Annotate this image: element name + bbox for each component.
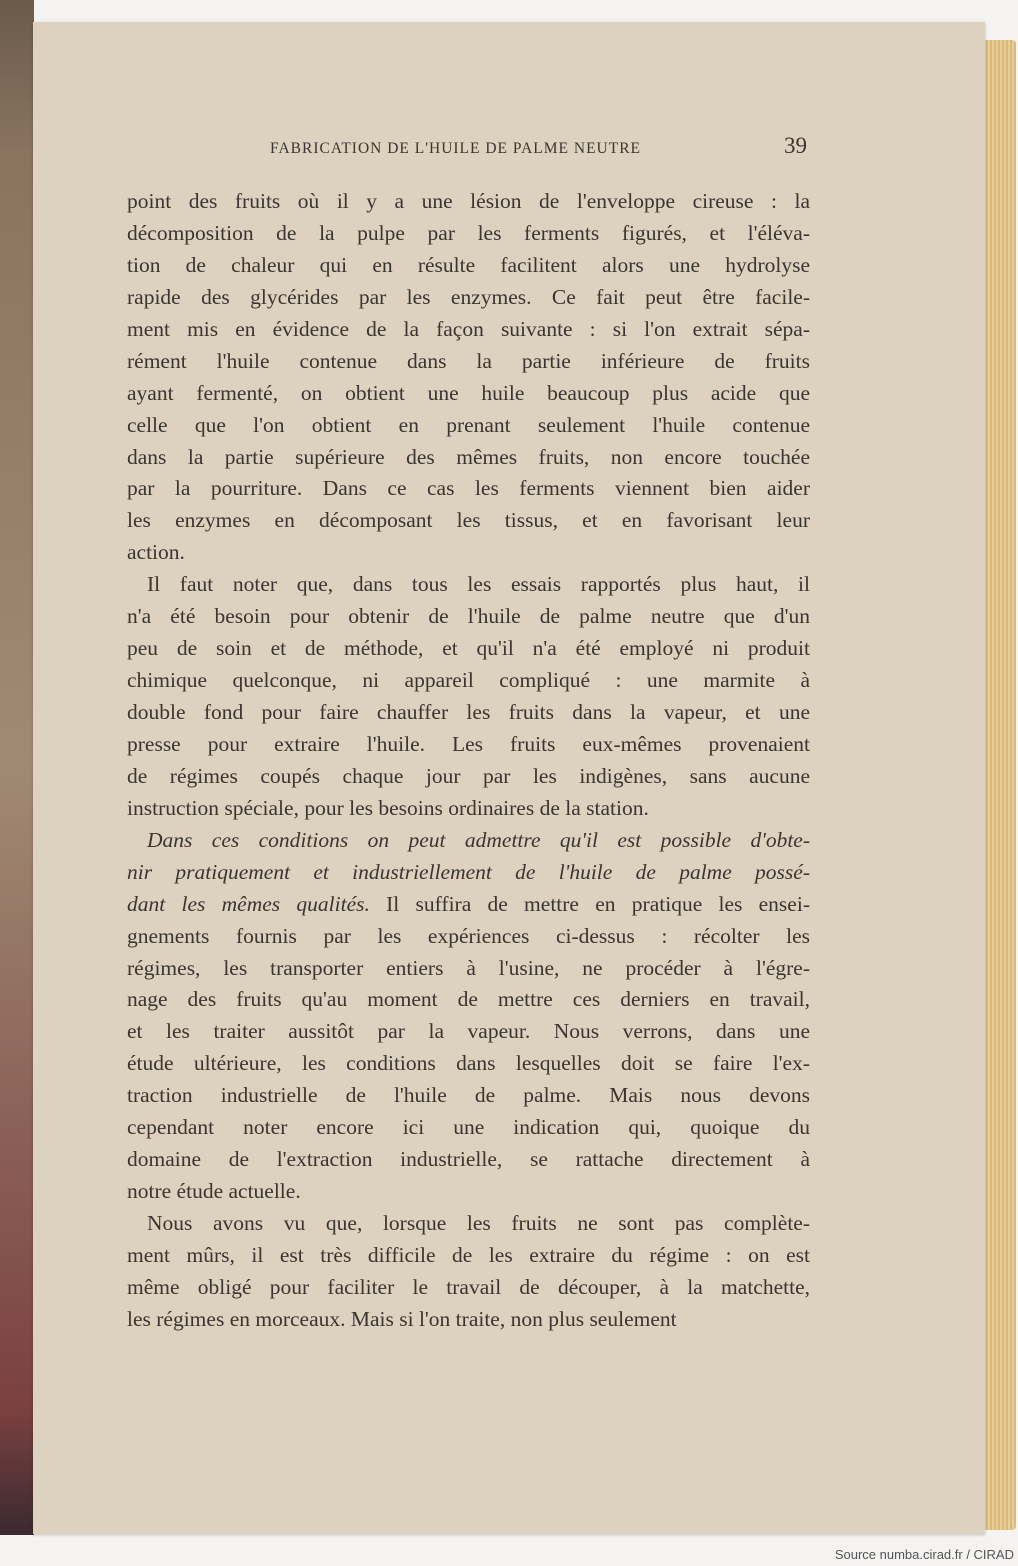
line-text: et les traiter aussitôt par la vapeur. Nous verrons, dans une	[127, 1019, 810, 1044]
line-text: chimique quelconque, ni appareil compliqué : une marmite à	[127, 668, 810, 693]
line-text: presse pour extraire l'huile. Les fruits eux-mêmes provenaient	[127, 731, 810, 756]
text-line	[127, 1144, 810, 1176]
line-text: les enzymes en décomposant les tissus, et en favorisant leur	[127, 508, 810, 533]
text-line	[127, 953, 810, 985]
text-line	[127, 473, 810, 505]
text-line	[127, 282, 810, 314]
line-text: ayant fermenté, on obtient une huile beaucoup plus acide que	[127, 380, 810, 405]
page-body-text	[127, 186, 810, 1336]
text-line	[127, 921, 810, 953]
text-line	[127, 1240, 810, 1272]
source-credit: Source numba.cirad.fr / CIRAD	[834, 1547, 1014, 1562]
italic-text: nir pratiquement et industriellement de l'huile de palme possé-	[127, 859, 810, 884]
text-line	[127, 186, 810, 218]
text-line	[127, 793, 810, 825]
text-line	[127, 218, 810, 250]
text-line	[127, 697, 810, 729]
text-line	[127, 1176, 810, 1208]
line-text: double fond pour faire chauffer les fruits dans la vapeur, et une	[127, 700, 810, 724]
line-text: les régimes en morceaux. Mais si l'on traite, non plus seulement	[127, 1306, 677, 1331]
text-line	[127, 505, 810, 537]
paragraph	[127, 1208, 810, 1336]
italic-text: Dans ces conditions on peut admettre qu'il est possible d'obte-	[147, 827, 810, 852]
text-line	[127, 314, 810, 346]
text-line	[127, 633, 810, 665]
text-line	[127, 410, 810, 442]
text-line	[127, 1048, 810, 1080]
paragraph	[127, 569, 810, 825]
text-line	[127, 665, 810, 697]
line-text: régimes, les transporter entiers à l'usine, ne procéder à l'égre-	[127, 955, 810, 980]
line-text: point des fruits où il y a une lésion de l'enveloppe cireuse : la	[127, 189, 810, 213]
text-line	[127, 250, 810, 282]
line-text: rapide des glycérides par les enzymes. Ce fait peut être facile-	[127, 284, 810, 309]
line-text: notre étude actuelle.	[127, 1179, 301, 1204]
line-text: traction industrielle de l'huile de palme. Mais nous devons	[127, 1083, 810, 1108]
line-text: rément l'huile contenue dans la partie inférieure de fruits	[127, 348, 810, 373]
line-text: ment mûrs, il est très difficile de les extraire du régime : on est	[127, 1242, 810, 1267]
paragraph	[127, 825, 810, 1208]
text-line	[127, 569, 810, 601]
running-title: FABRICATION DE L'HUILE DE PALME NEUTRE	[270, 140, 642, 157]
line-text: domaine de l'extraction industrielle, se rattache directement à	[127, 1147, 810, 1172]
text-line	[127, 1272, 810, 1304]
text-line	[127, 825, 810, 857]
line-text: tion de chaleur qui en résulte facilitent alors une hydrolyse	[127, 252, 810, 277]
text-line	[127, 984, 810, 1016]
paragraph	[127, 186, 810, 569]
line-text: celle que l'on obtient en prenant seulement l'huile contenue	[127, 412, 810, 437]
page-number: 39	[784, 133, 807, 158]
text-line	[127, 346, 810, 378]
text-line	[127, 857, 810, 889]
line-text: par la pourriture. Dans ce cas les ferments viennent bien aider	[127, 476, 810, 501]
line-text: nage des fruits qu'au moment de mettre ces derniers en travail,	[127, 987, 810, 1012]
line-text: instruction spéciale, pour les besoins ordinaires de la station.	[127, 795, 649, 820]
line-text: étude ultérieure, les conditions dans lesquelles doit se faire l'ex-	[127, 1051, 810, 1076]
text-line	[127, 889, 810, 921]
line-text: cependant noter encore ici une indication qui, quoique du	[127, 1115, 810, 1140]
text-line	[127, 1016, 810, 1048]
text-line	[127, 1112, 810, 1144]
line-text: Il faut noter que, dans tous les essais rapportés plus haut, il	[147, 572, 810, 597]
text-line	[127, 378, 810, 410]
line-text: n'a été besoin pour obtenir de l'huile de palme neutre que d'un	[127, 604, 810, 629]
line-text: même obligé pour faciliter le travail de découper, à la matchette,	[127, 1274, 810, 1299]
line-text: Nous avons vu que, lorsque les fruits ne sont pas complète-	[147, 1211, 810, 1235]
line-text: gnements fournis par les expériences ci-dessus : récolter les	[127, 923, 810, 948]
text-line	[127, 1080, 810, 1112]
line-text: décomposition de la pulpe par les ferments figurés, et l'éléva-	[127, 220, 810, 245]
line-text: action.	[127, 540, 185, 565]
text-line	[127, 761, 810, 793]
text-line	[127, 442, 810, 474]
italic-text: dant les mêmes qualités.	[127, 891, 370, 916]
line-text: Il suffira de mettre en pratique les ensei-	[369, 891, 810, 916]
text-line	[127, 729, 810, 761]
text-line	[127, 1304, 810, 1336]
line-text: peu de soin et de méthode, et qu'il n'a été employé ni produit	[127, 636, 810, 661]
text-line	[127, 601, 810, 633]
line-text: de régimes coupés chaque jour par les indigènes, sans aucune	[127, 763, 810, 788]
line-text: ment mis en évidence de la façon suivante : si l'on extrait sépa-	[127, 316, 810, 341]
text-line	[127, 537, 810, 569]
line-text: dans la partie supérieure des mêmes fruits, non encore touchée	[127, 444, 810, 469]
text-line	[127, 1208, 810, 1240]
book-spine	[0, 0, 34, 1535]
